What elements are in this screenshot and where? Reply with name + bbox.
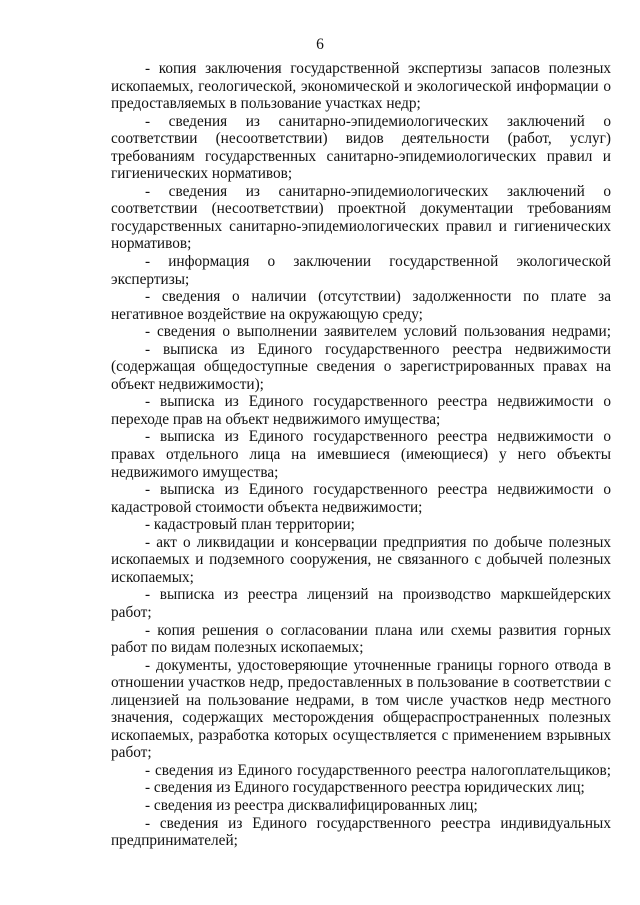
list-item: - выписка из реестра лицензий на производство маркшейдерских работ;: [111, 586, 611, 621]
list-item: - выписка из Единого государственного реестра недвижимости о правах отдельного лица на имевшиеся (имеющиеся) у него объекты недвижимого имущества;: [111, 428, 611, 481]
list-item: - выписка из Единого государственного реестра недвижимости о кадастровой стоимости объекта недвижимости;: [111, 481, 611, 516]
list-item: - сведения из Единого государственного реестра налогоплательщиков;: [145, 761, 611, 779]
list-item: - документы, удостоверяющие уточненные границы горного отвода в отношении участков недр, предоставленных в пользование в соответствии с лицензией на пользование недрами, в том числе участков недр местного значения, содержащих месторождения общераспространенных полезных ископаемых, разработка которых осуществляется с применением взрывных работ;: [111, 656, 611, 762]
list-item: - сведения из Единого государственного реестра индивидуальных предпринимателей;: [111, 814, 611, 850]
document-body: [111, 60, 611, 850]
list-item: - сведения из реестра дисквалифицированных лиц;: [145, 796, 478, 814]
list-item: - сведения из санитарно-эпидемиологических заключений о соответствии (несоответствии) видов деятельности (работ, услуг) требованиям государственных санитарно-эпидемиологических правил и гигиенических нормативов;: [111, 112, 611, 183]
list-item: - сведения о наличии (отсутствии) задолженности по плате за негативное воздействие на окружающую среду;: [111, 288, 611, 323]
list-item: - кадастровый план территории;: [145, 516, 355, 534]
list-item: - сведения о выполнении заявителем условий пользования недрами;: [145, 323, 611, 341]
list-item: - копия заключения государственной экспертизы запасов полезных ископаемых, геологической, экономической и экологической информации о предоставляемых в пользование участках недр;: [111, 60, 611, 113]
page-number: 6: [316, 36, 324, 53]
list-item: - выписка из Единого государственного реестра недвижимости (содержащая общедоступные сведения о зарегистрированных правах на объект недвижимости);: [111, 340, 611, 393]
list-item: - копия решения о согласовании плана или схемы развития горных работ по видам полезных ископаемых;: [111, 621, 611, 657]
list-item: - акт о ликвидации и консервации предприятия по добыче полезных ископаемых и подземного сооружения, не связанного с добычей полезных ископаемых;: [111, 533, 611, 586]
list-item: - сведения из Единого государственного реестра юридических лиц;: [145, 779, 585, 797]
list-item: - информация о заключении государственной экологической экспертизы;: [111, 253, 611, 288]
list-item: - сведения из санитарно-эпидемиологических заключений о соответствии (несоответствии) проектной документации требованиям государственных санитарно-эпидемиологических правил и гигиенических нормативов;: [111, 182, 611, 253]
list-item: - выписка из Единого государственного реестра недвижимости о переходе прав на объект недвижимого имущества;: [111, 393, 611, 428]
